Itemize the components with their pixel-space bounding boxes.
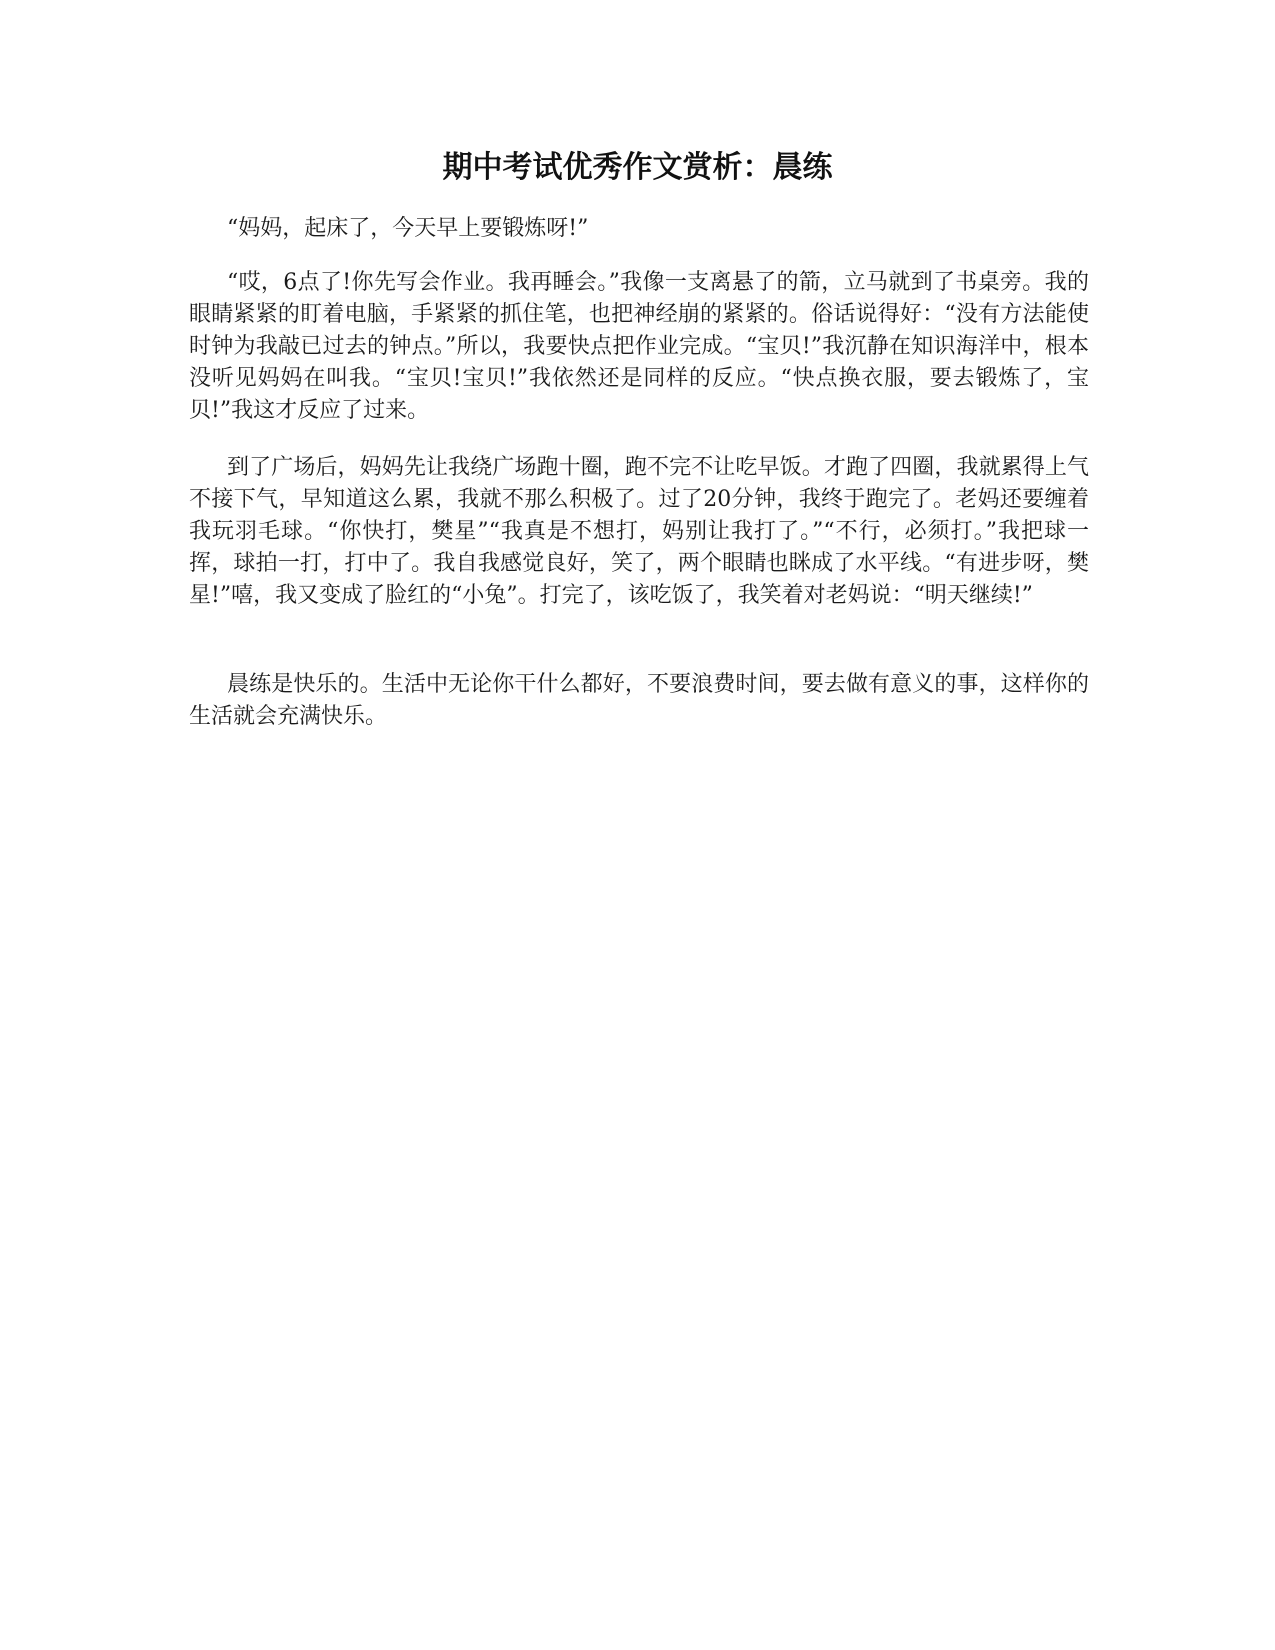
paragraph-4: 晨练是快乐的。生活中无论你干什么都好，不要浪费时间，要去做有意义的事，这样你的生活就会充满快乐。 [189, 672, 1089, 729]
document-title: 期中考试优秀作文赏析：晨练 [442, 150, 833, 185]
paragraph-1: “妈妈，起床了，今天早上要锻炼呀!” [227, 216, 589, 241]
paragraph-2: “哎，6点了!你先写会作业。我再睡会。”我像一支离悬了的箭，立马就到了书桌旁。我的眼睛紧紧的盯着电脑，手紧紧的抓住笔，也把神经崩的紧紧的。俗话说得好：“没有方法能使时钟为我敲已过去的钟点。”所以，我要快点把作业完成。“宝贝!”我沉静在知识海洋中，根本没听见妈妈在叫我。“宝贝!宝贝!”我依然还是同样的反应。“快点换衣服，要去锻炼了，宝贝!”我这才反应了过来。 [189, 270, 1089, 423]
paragraph-3: 到了广场后，妈妈先让我绕广场跑十圈，跑不完不让吃早饭。才跑了四圈，我就累得上气不接下气，早知道这么累，我就不那么积极了。过了20分钟，我终于跑完了。老妈还要缠着我玩羽毛球。“你快打，樊星”“我真是不想打，妈别让我打了。”“不行，必须打。”我把球一挥，球拍一打，打中了。我自我感觉良好，笑了，两个眼睛也眯成了水平线。“有进步呀，樊星!”嘻，我又变成了脸红的“小兔”。打完了，该吃饭了，我笑着对老妈说：“明天继续!” [189, 455, 1089, 608]
